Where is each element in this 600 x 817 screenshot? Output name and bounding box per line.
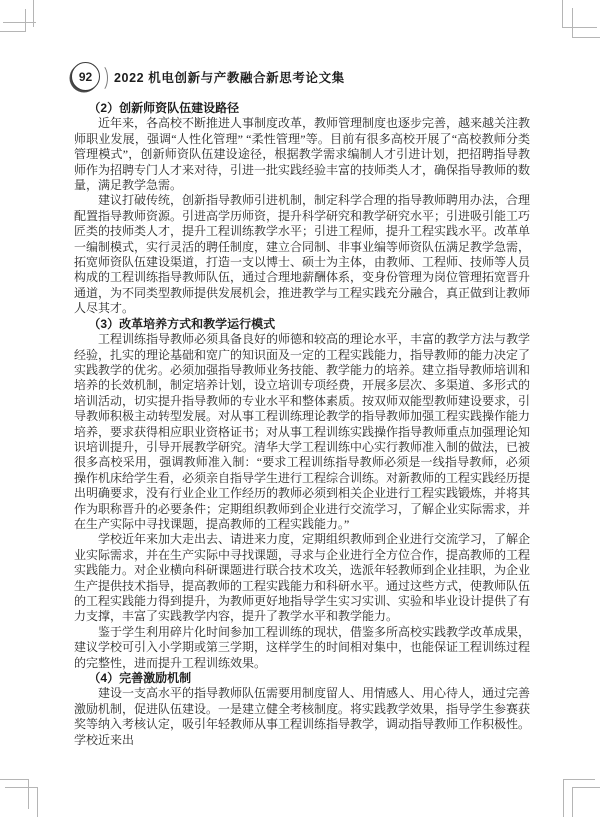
body-paragraph: 建议打破传统，创新指导教师引进机制，制定科学合理的指导教师聘用办法，合理配置指导教师资源。引进高学历师资，提升科学研究和教学研究水平；引进吸引能工巧匠类的技师类人才，提升工程训练教学水平；引进工程师，提升工程实践水平。改革单一编制模式，实行灵活的聘任制度，建立合同制、非事业编等师资队伍满足教学急需，拓宽师资队伍建设渠道，打造一支以博士、硕士为主体，由教师、工程师、技师等人员构成的工程训练指导教师队伍，通过合理地薪酬体系，变身份管理为岗位管理拓宽晋升通道，为不同类型教师提供发展机会，推进教学与工程实践充分融合，真正做到让教师人尽其才。 <box>74 193 531 316</box>
crop-mark-top-left <box>0 0 46 46</box>
crop-mark-bottom-left <box>0 771 46 817</box>
page-number-badge <box>71 62 100 91</box>
body-paragraph: 鉴于学生利用碎片化时间参加工程训练的现状，借鉴多所高校实践教学改革成果，建议学校可引入小学期或第三学期，这样学生的时间相对集中，也能保证工程训练过程的完整性，进而提升工程训练效果。 <box>74 624 531 670</box>
body-paragraph: 工程训练指导教师必须具备良好的师德和较高的理论水平，丰富的教学方法与教学经验，扎实的理论基础和宽广的知识面及一定的工程实践能力，指导教师的能力决定了实践教学的优劣。必须加强指导教师业务技能、教学能力的培养。建立指导教师培训和培养的长效机制，制定培养计划，设立培训专项经费，开展多层次、多渠道、多形式的培训活动，切实提升指导教师的专业水平和整体素质。按双师双能型教师建设要求，引导教师积极主动转型发展。对从事工程训练理论教学的指导教师加强工程实践操作能力培养，要求获得相应职业资格证书；对从事工程训练实践操作指导教师重点加强理论知识培训提升，引导开展教学研究。清华大学工程训练中心实行教师准入制的做法，已被很多高校采用，强调教师准入制：“要求工程训练指导教师必须是一线指导教师，必须操作机床给学生看，必须亲自指导学生进行工程综合训练。对新教师的工程实践经历提出明确要求，没有行业企业工作经历的教师必须到相关企业进行工程实践锻炼，并将其作为职称晋升的必要条件；定期组织教师到企业进行交流学习，了解企业实际需求，并在生产实际中寻找课题，提高教师的工程实践能力。” <box>74 332 531 531</box>
section-heading: （3）改革培养方式和教学运行模式 <box>88 316 276 331</box>
page-number: 92 <box>78 69 93 84</box>
body-paragraph: 建设一支高水平的指导教师队伍需要用制度留人、用情感人、用心待人，通过完善激励机制，促进队伍建设。一是建立健全考核制度。将实践教学效果，指导学生参赛获奖等纳入考核认定，吸引年轻教师从事工程训练指导教学，调动指导教师工作积极性。学校近来出 <box>74 686 531 747</box>
page-body <box>74 101 530 748</box>
body-paragraph: 学校近年来加大走出去、请进来力度，定期组织教师到企业进行交流学习，了解企业实际需求，并在生产实际中寻找课题，寻求与企业进行全方位合作，提高教师的工程实践能力。对企业横向科研课题进行联合技术攻关，选派年轻教师到企业挂职，为企业生产提供技术指导，提高教师的工程实践能力和科研水平。通过这些方式，使教师队伍的工程实践能力得到提升，为教师更好地指导学生实习实训、实验和毕业设计提供了有力支撑，丰富了实践教学内容，提升了教学水平和教学能力。 <box>74 532 531 624</box>
section-heading: （2）创新师资队伍建设路径 <box>88 101 240 115</box>
body-paragraph: 近年来，各高校不断推进人事制度改革，教师管理制度也逐步完善，越来越关注教师职业发展，强调“人性化管理” “柔性管理”等。目前有很多高校开展了“高校教师分类管理模式”，创新师资队伍建设途径，根据教学需求编制人才引进计划，把招聘指导教师作为招聘专门人才来对待，引进一批实践经验丰富的技师类人才，确保指导教师的数量，满足教学急需。 <box>74 116 531 193</box>
crop-mark-bottom-right <box>554 771 600 817</box>
running-head-title: 2022 机电创新与产教融合新思考论文集 <box>114 71 345 85</box>
section-heading: （4）完善激励机制 <box>88 671 192 686</box>
crop-mark-top-right <box>554 0 600 46</box>
